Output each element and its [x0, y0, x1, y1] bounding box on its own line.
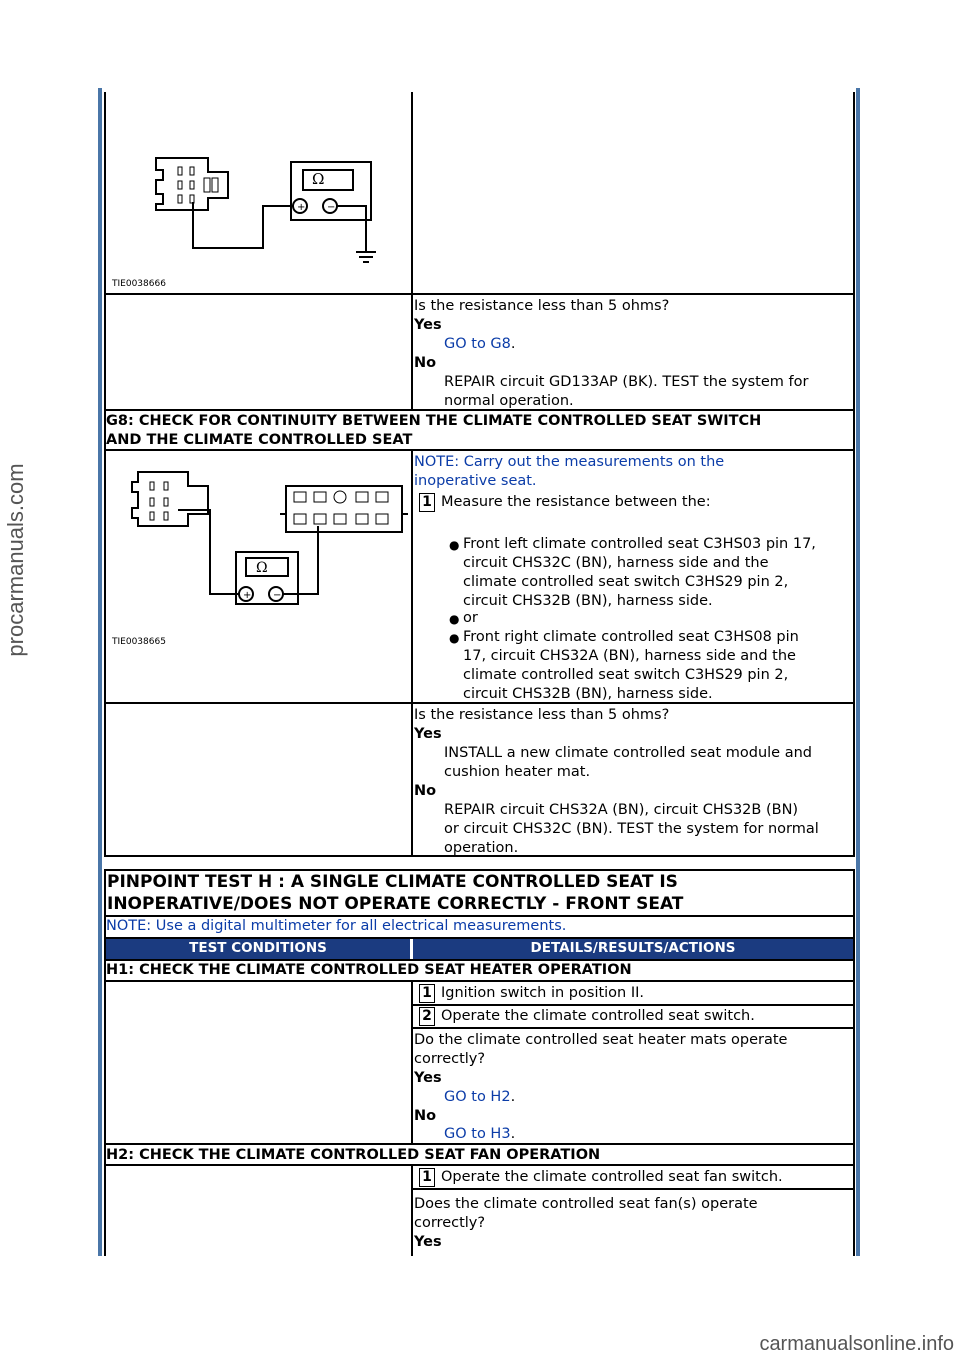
h1-title: H1: CHECK THE CLIMATE CONTROLLED SEAT HEATER OPERATION — [106, 962, 632, 978]
figure-continuity-test — [108, 462, 408, 652]
row-divider — [104, 869, 855, 871]
bullet-dot: ● — [449, 631, 460, 645]
g8-no-label: No — [414, 783, 437, 799]
g8-note: inoperative seat. — [414, 473, 537, 489]
g8-step-1 — [419, 493, 711, 512]
g7-yes-line: GO to G8. — [444, 336, 516, 352]
h2-question: Does the climate controlled seat fan(s) operate — [414, 1196, 758, 1212]
g8-no-text: operation. — [444, 840, 519, 856]
minus-terminal: − — [327, 202, 336, 213]
g8-note: NOTE: Carry out the measurements on the — [414, 454, 725, 470]
pinpoint-title: PINPOINT TEST H : A SINGLE CLIMATE CONTROLLED SEAT IS — [107, 872, 678, 892]
minus-terminal: − — [273, 590, 282, 601]
table-border-left — [104, 92, 106, 857]
h1-step-1 — [419, 984, 644, 1003]
figure-label: TIE0038665 — [112, 637, 166, 647]
column-divider — [411, 92, 413, 410]
row-divider — [411, 1188, 855, 1190]
goto-h3-link[interactable]: GO to H3 — [444, 1126, 511, 1142]
bullet-text: circuit CHS32B (BN), harness side. — [463, 686, 713, 702]
column-header-details: DETAILS/RESULTS/ACTIONS — [413, 939, 853, 959]
h1-yes-line: GO to H2. — [444, 1089, 516, 1105]
g8-no-text: or circuit CHS32C (BN). TEST the system for normal — [444, 821, 819, 837]
goto-h2-link[interactable]: GO to H2 — [444, 1089, 511, 1105]
h2-title: H2: CHECK THE CLIMATE CONTROLLED SEAT FAN OPERATION — [106, 1147, 601, 1163]
h1-question: correctly? — [414, 1051, 486, 1067]
ohm-symbol: Ω — [312, 170, 325, 188]
g8-yes-text: INSTALL a new climate controlled seat module and — [444, 745, 812, 761]
g7-no-text: REPAIR circuit GD133AP (BK). TEST the system for — [444, 374, 809, 390]
g7-no-text: normal operation. — [444, 393, 574, 409]
g7-no-label: No — [414, 355, 437, 371]
pinpoint-title: INOPERATIVE/DOES NOT OPERATE CORRECTLY - FRONT SEAT — [107, 894, 684, 914]
plus-terminal: + — [243, 590, 252, 601]
bullet-text: 17, circuit CHS32A (BN), harness side and the — [463, 648, 796, 664]
ohm-symbol: Ω — [256, 560, 268, 576]
g8-yes-label: Yes — [414, 726, 442, 742]
step-number: 1 — [419, 493, 435, 512]
h2-step-1 — [419, 1168, 783, 1187]
page-frame-left — [98, 88, 102, 1256]
watermark-left: procarmanuals.com — [3, 463, 28, 657]
bullet-dot: ● — [449, 538, 460, 552]
page-frame-right — [856, 88, 860, 1256]
h1-no-line: GO to H3. — [444, 1126, 516, 1142]
h1-step-2 — [419, 1007, 755, 1026]
bullet-text: climate controlled seat switch C3HS29 pin 2, — [463, 667, 789, 683]
g8-yes-text: cushion heater mat. — [444, 764, 591, 780]
figure-connector-ground-test — [108, 150, 408, 292]
bullet-text: Front right climate controlled seat C3HS08 pin — [463, 629, 799, 645]
h1-question: Do the climate controlled seat heater mats operate — [414, 1032, 788, 1048]
step-text: Ignition switch in position II. — [441, 985, 645, 1001]
bullet-text: or — [463, 610, 478, 626]
g8-title: G8: CHECK FOR CONTINUITY BETWEEN THE CLIMATE CONTROLLED SEAT SWITCH — [106, 413, 762, 429]
column-divider — [411, 1165, 413, 1256]
figure-label: TIE0038666 — [112, 279, 166, 289]
h1-no-label: No — [414, 1108, 437, 1124]
table-border-right — [853, 92, 855, 857]
plus-terminal: + — [297, 202, 306, 213]
step-number: 1 — [419, 984, 435, 1003]
h2-yes-label: Yes — [414, 1234, 442, 1250]
step-number: 2 — [419, 1007, 435, 1026]
column-divider — [411, 450, 413, 857]
pinpoint-note: NOTE: Use a digital multimeter for all electrical measurements. — [106, 918, 567, 934]
row-divider — [411, 1027, 855, 1029]
h2-question: correctly? — [414, 1215, 486, 1231]
g7-yes-label: Yes — [414, 317, 442, 333]
bullet-text: Front left climate controlled seat C3HS03 pin 17, — [463, 536, 816, 552]
step-text: Measure the resistance between the: — [441, 494, 711, 510]
bullet-text: climate controlled seat switch C3HS29 pin 2, — [463, 574, 789, 590]
g8-question: Is the resistance less than 5 ohms? — [414, 707, 670, 723]
table-border-right — [853, 869, 855, 1256]
row-divider — [104, 980, 855, 982]
g8-title: AND THE CLIMATE CONTROLLED SEAT — [106, 432, 413, 448]
g8-no-text: REPAIR circuit CHS32A (BN), circuit CHS32B (BN) — [444, 802, 799, 818]
bullet-dot: ● — [449, 612, 460, 626]
step-text: Operate the climate controlled seat switch. — [441, 1008, 755, 1024]
h1-yes-label: Yes — [414, 1070, 442, 1086]
row-divider — [104, 293, 855, 295]
row-divider — [411, 1004, 855, 1006]
g7-question: Is the resistance less than 5 ohms? — [414, 298, 670, 314]
bullet-text: circuit CHS32C (BN), harness side and the — [463, 555, 769, 571]
watermark-bottom: carmanualsonline.info — [759, 1333, 954, 1355]
step-text: Operate the climate controlled seat fan switch. — [441, 1169, 783, 1185]
column-header-test-conditions: TEST CONDITIONS — [106, 939, 410, 959]
bullet-text: circuit CHS32B (BN), harness side. — [463, 593, 713, 609]
step-number: 1 — [419, 1168, 435, 1187]
goto-g8-link[interactable]: GO to G8 — [444, 336, 511, 352]
